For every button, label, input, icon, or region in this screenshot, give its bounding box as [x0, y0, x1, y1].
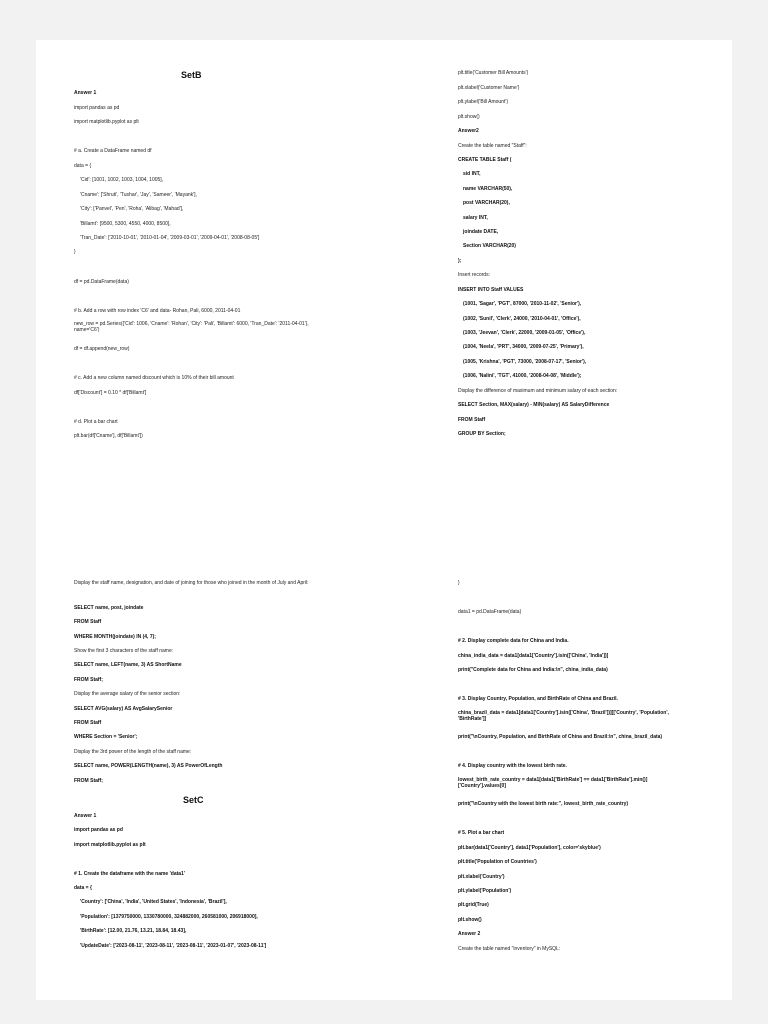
sql-line: FROM Staff; [74, 778, 103, 784]
code-comment: # c. Add a new column named discount which is 10% of their bill amount [74, 375, 234, 381]
code-comment: # 2. Display complete data for China and India. [458, 638, 569, 644]
code-line: data = { [74, 163, 92, 169]
sql-line: WHERE MONTH(joindate) IN (4, 7); [74, 634, 156, 640]
code-line: import pandas as pd [74, 105, 120, 111]
code-line: 'UpdateDate': ['2023-08-11', '2023-08-11', '2023-08-11', '2023-01-07', '2023-08-11'] [80, 943, 267, 949]
code-line: 'Country': ['China', 'India', 'United States', 'Indonesia', 'Brazil'], [80, 899, 227, 905]
answer-label: Answer2 [458, 128, 479, 134]
sql-line: sid INT, [463, 171, 481, 177]
code-line: plt.grid(True) [458, 902, 489, 908]
code-line: plt.title('Customer Bill Amounts') [458, 70, 529, 76]
code-line: plt.ylabel('Bill Amount') [458, 99, 508, 105]
code-line: data1 = pd.DataFrame(data) [458, 609, 522, 615]
answer-label: Answer 1 [74, 90, 97, 96]
sql-line: FROM Staff [74, 720, 102, 726]
code-line: data = { [74, 885, 92, 891]
sql-line: GROUP BY Section; [458, 431, 506, 437]
sql-line: INSERT INTO Staff VALUES [458, 287, 524, 293]
code-line: 'Billamt': [9500, 5300, 4550, 4000, 8500], [80, 221, 171, 227]
sql-line: SELECT name, post, joindate [74, 605, 144, 611]
code-line: 'Cname': ['Shruti', 'Tushar', 'Jay', 'Sameer', 'Mayank'], [80, 192, 197, 198]
sql-line: post VARCHAR(20), [463, 200, 510, 206]
code-comment: # d. Plot a bar chart [74, 419, 118, 425]
code-line: } [458, 580, 460, 586]
code-line: 'Tran_Date': ['2010-10-01', '2010-01-04', '2009-03-01', '2009-04-01', '2008-08-05'] [80, 235, 260, 241]
code-line: new_row = pd.Series({'Cid': 1006, 'Cname': 'Rohan', 'City': 'Pali', 'Billamt': 6000, 'Tran_Date': '2011-04-01'}, name='C6') [74, 321, 309, 333]
code-line: 'Population': [1379750000, 1330780000, 324882000, 260581000, 206918000], [80, 914, 258, 920]
code-line: china_india_data = data1[data1['Country'].isin(['China', 'India'])] [458, 653, 609, 659]
answer-label: Answer 1 [74, 813, 97, 819]
document-page [36, 40, 732, 1000]
code-line: plt.bar(df['Cname'], df['Billamt']) [74, 433, 143, 439]
code-line: plt.ylabel('Population') [458, 888, 512, 894]
sql-line: name VARCHAR(50), [463, 186, 513, 192]
sql-line: joindate DATE, [463, 229, 499, 235]
code-line: plt.xlabel('Country') [458, 874, 505, 880]
code-comment: # 5. Plot a bar chart [458, 830, 505, 836]
sql-line: (1003, 'Jeevan', 'Clerk', 22000, '2009-01-05', 'Office'), [463, 330, 586, 336]
code-line: print("\nCountry with the lowest birth rate:", lowest_birth_rate_country) [458, 801, 629, 807]
sql-line: CREATE TABLE Staff ( [458, 157, 512, 163]
sql-line: salary INT, [463, 215, 488, 221]
code-line: plt.show() [458, 114, 480, 120]
code-line: china_brazil_data = data1[data1['Country'].isin(['China', 'Brazil'])][['Country', 'Population', 'BirthRate']] [458, 710, 669, 722]
sql-line: FROM Staff [458, 417, 486, 423]
setc-heading: SetC [183, 795, 204, 805]
code-line: } [74, 249, 76, 255]
code-line: 'Cid': [1001, 1002, 1003, 1004, 1005], [80, 177, 164, 183]
code-line: print("\nCountry, Population, and BirthRate of China and Brazil:\n", china_brazil_data) [458, 734, 663, 740]
code-comment: # 4. Display country with the lowest birth rate. [458, 763, 567, 769]
code-line: 'City': ['Panvel', 'Pen', 'Roha', 'Alibag', 'Mahad'], [80, 206, 184, 212]
code-line: import pandas as pd [74, 827, 123, 833]
sql-line: SELECT name, LEFT(name, 3) AS ShortName [74, 662, 182, 668]
instruction-text: Show the first 3 characters of the staff name: [74, 648, 174, 654]
sql-line: FROM Staff [74, 619, 102, 625]
code-line: plt.show() [458, 917, 482, 923]
sql-line: SELECT Section, MAX(salary) - MIN(salary) AS SalaryDifference [458, 402, 610, 408]
sql-line: SELECT name, POWER(LENGTH(name), 3) AS PowerOfLength [74, 763, 223, 769]
code-line: plt.title('Population of Countries') [458, 859, 537, 865]
instruction-text: Create the table named "Staff": [458, 143, 527, 149]
sql-line: (1001, 'Sagar', 'PGT', 87000, '2010-11-02', 'Senior'), [463, 301, 582, 307]
sql-line: (1005, 'Krishna', 'PGT', 73000, '2008-07-17', 'Senior'), [463, 359, 587, 365]
sql-line: FROM Staff; [74, 677, 103, 683]
code-comment: # b. Add a row with row index 'C6' and data- Rohan, Pali, 6000, 2011-04-01 [74, 308, 241, 314]
instruction-text: Display the 3rd power of the length of the staff name: [74, 749, 192, 755]
code-line: plt.xlabel('Customer Name') [458, 85, 520, 91]
code-line: import matplotlib.pyplot as plt [74, 119, 139, 125]
code-line: import matplotlib.pyplot as plt [74, 842, 146, 848]
sql-line: ); [458, 258, 462, 264]
code-line: df = pd.DataFrame(data) [74, 279, 129, 285]
sql-line: WHERE Section = 'Senior'; [74, 734, 138, 740]
code-line: lowest_birth_rate_country = data1[data1['BirthRate'] == data1['BirthRate'].min()]['Country'].values[0] [458, 777, 648, 789]
sql-line: SELECT AVG(salary) AS AvgSalarySenior [74, 706, 173, 712]
code-line: print("Complete data for China and India:\n", china_india_data) [458, 667, 608, 673]
answer-label: Answer 2 [458, 931, 481, 937]
sql-line: (1006, 'Nalini', 'TGT', 41000, '2008-04-08', 'Middle'); [463, 373, 582, 379]
setb-heading: SetB [181, 70, 202, 80]
instruction-text: Display the average salary of the senior section: [74, 691, 181, 697]
code-line: df['Discount'] = 0.10 * df['Billamt'] [74, 390, 147, 396]
code-comment: # 1. Create the dataframe with the name 'data1' [74, 871, 186, 877]
code-comment: # 3. Display Country, Population, and BirthRate of China and Brazil. [458, 696, 618, 702]
code-comment: # a. Create a DataFrame named df [74, 148, 152, 154]
sql-line: (1004, 'Neela', 'PRT', 34000, '2009-07-25', 'Primary'), [463, 344, 584, 350]
instruction-text: Create the table named "inventory" in MySQL: [458, 946, 561, 952]
instruction-text: Display the staff name, designation, and date of joining for those who joined in the month of July and April: [74, 580, 309, 586]
instruction-text: Insert records: [458, 272, 490, 278]
instruction-text: Display the difference of maximum and minimum salary of each section: [458, 388, 618, 394]
code-line: 'BirthRate': [12.00, 21.76, 13.21, 18.84, 18.43], [80, 928, 187, 934]
code-line: df = df.append(new_row) [74, 346, 130, 352]
code-line: plt.bar(data1['Country'], data1['Population'], color='skyblue') [458, 845, 601, 851]
sql-line: (1002, 'Sunil', 'Clerk', 24000, '2010-04-01', 'Office'), [463, 316, 581, 322]
sql-line: Section VARCHAR(20) [463, 243, 516, 249]
